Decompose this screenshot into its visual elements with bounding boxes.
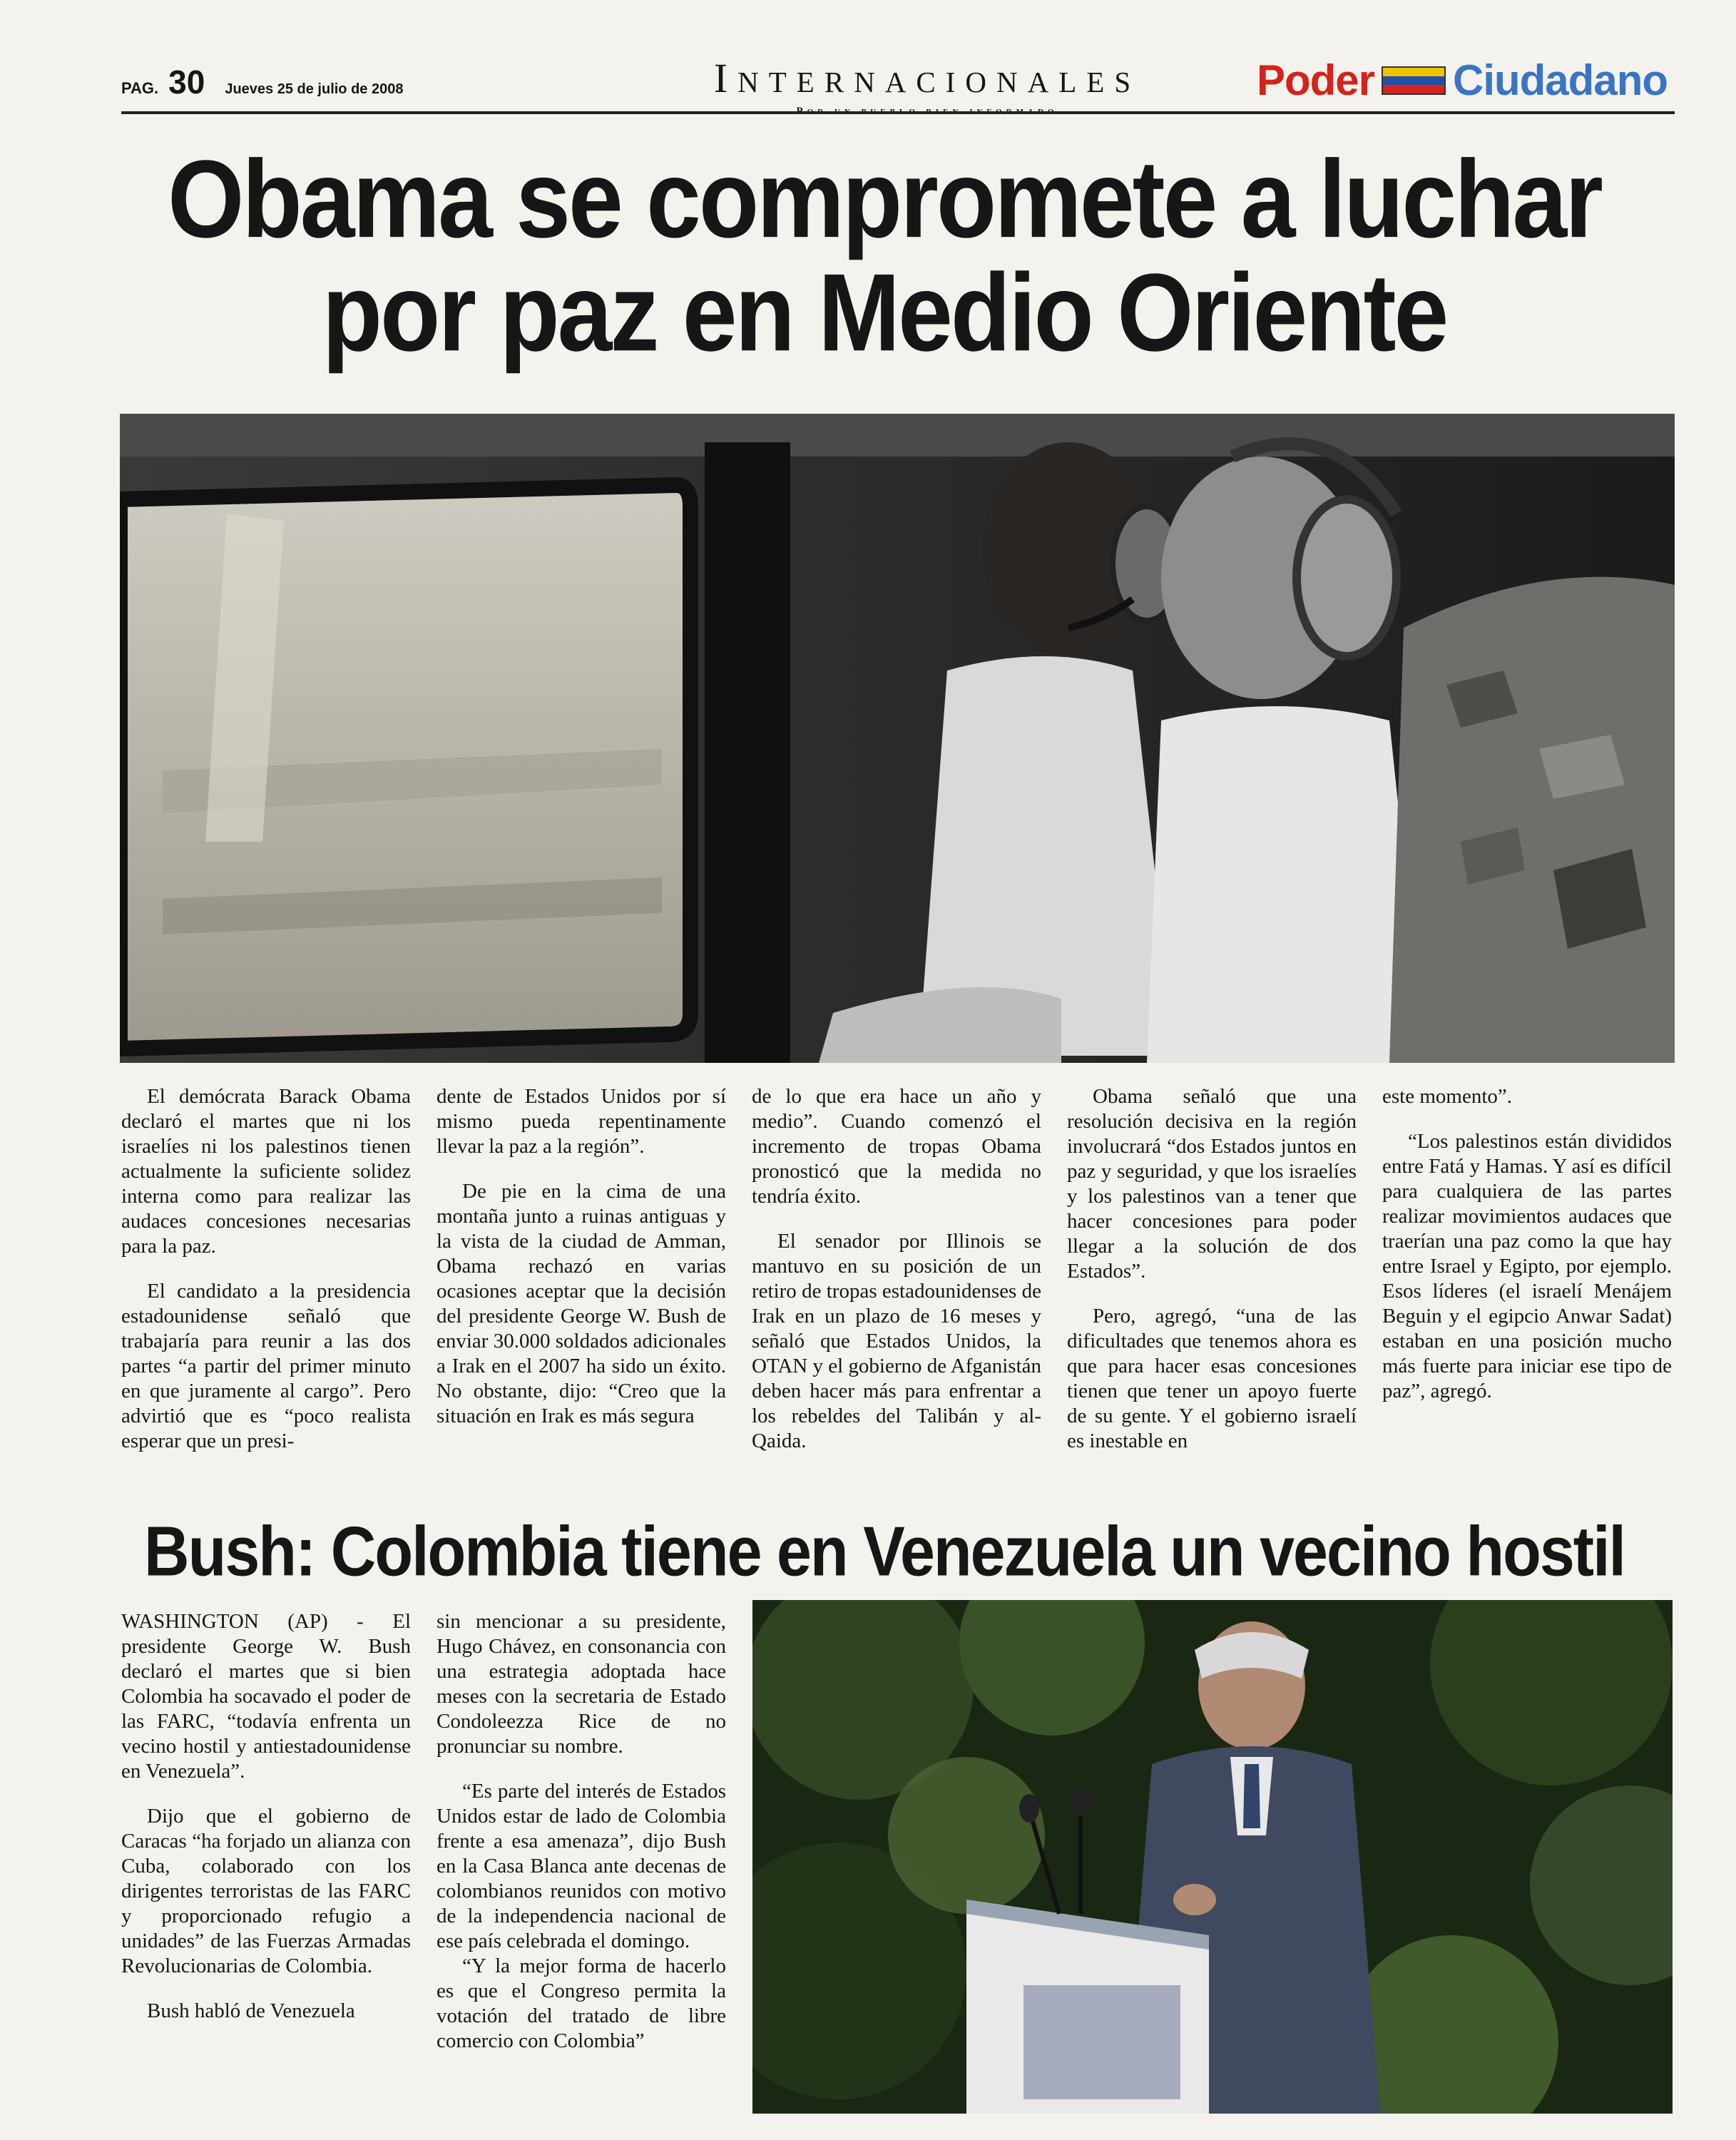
section-title: Internacionales [713, 55, 1141, 101]
flag-icon [1382, 66, 1446, 95]
page-number: 30 [168, 63, 205, 101]
headline-bush: Bush: Colombia tiene en Venezuela un vecino hostil [144, 1512, 1625, 1591]
header-rule [121, 111, 1675, 114]
brand-word-poder: Poder [1256, 56, 1374, 104]
paragraph: “Los palestinos están divididos entre Fatá y Hamas. Y así es difícil para cualquiera de las partes realizar movimientos audaces que traerían una paz como la que hay entre Israel y Egipto, por ejemplo. Esos líderes (el israelí Menájem Beguin y el egipcio Anwar Sadat) estaban en una posición mucho más fuerte para iniciar ese tipo de paz”, agregó. [1382, 1130, 1672, 1402]
article1-column-2 [436, 1084, 726, 1429]
issue-date: Jueves 25 de julio de 2008 [225, 81, 404, 97]
paragraph: Pero, agregó, “una de las dificultades que tenemos ahora es que para hacer esas concesiones tienen que tener un apoyo fuerte de su gente. Y el gobierno israelí es inestable en [1067, 1305, 1357, 1452]
article1-column-5 [1382, 1084, 1672, 1404]
paragraph: Dijo que el gobierno de Caracas “ha forjado un alianza con Cuba, colaborado con los dirigentes terroristas de las FARC y proporcionado refugio a unidades” de las Fuerzas Armadas Revolucionarias de Colombia. [121, 1805, 411, 1977]
headline-obama [86, 138, 1683, 374]
paragraph: sin mencionar a su presidente, Hugo Chávez, en consonancia con una estrategia adoptada hace meses con la secretaria de Estado Condoleezza Rice de no pronunciar su nombre. [436, 1610, 726, 1758]
paragraph: De pie en la cima de una montaña junto a ruinas antiguas y la vista de la ciudad de Amman, Obama rechazó en varias ocasiones aceptar que la decisión del presidente George W. Bush de enviar 30.000 soldados adicionales a Irak en el 2007 ha sido un éxito. No obstante, dijo: “Creo que la situación en Irak es más segura [436, 1180, 726, 1427]
headline-line-2: por paz en Medio Oriente [322, 251, 1447, 374]
bush-podium-photo [752, 1600, 1673, 2114]
section-heading [578, 56, 1277, 118]
article1-column-4 [1067, 1084, 1357, 1454]
paragraph: este momento”. [1382, 1085, 1513, 1108]
page-header [121, 56, 1675, 134]
paragraph: dente de Estados Unidos por sí mismo pueda repentinamente llevar la paz a la región”. [436, 1085, 726, 1158]
page-info [121, 63, 403, 101]
paragraph: “Y la mejor forma de hacerlo es que el Congreso permita la votación del tratado de libre comercio con Colombia” [436, 1955, 726, 2052]
brand-word-ciudadano: Ciudadano [1453, 56, 1668, 104]
page-label: PAG. [121, 79, 159, 97]
paragraph: El demócrata Barack Obama declaró el martes que ni los israelíes ni los palestinos tienen actualmente la suficiente solidez interna como para realizar las audaces concesiones necesarias para la paz. [121, 1085, 411, 1258]
paragraph: “Es parte del interés de Estados Unidos estar de lado de Colombia frente a esa amenaza”, dijo Bush en la Casa Blanca ante decenas de colombianos reunidos con motivo de la independencia nacional de ese país celebrada el domingo. [436, 1780, 726, 1952]
paragraph: El candidato a la presidencia estadounidense señaló que trabajaría para reunir a las dos partes “a partir del primer minuto en que juramente al cargo”. Pero advirtió que es “poco realista esperar que un presi- [121, 1280, 411, 1452]
paragraph: WASHINGTON (AP) - El presidente George W. Bush declaró el martes que si bien Colombia ha socavado el poder de las FARC, “todavía enfrenta un vecino hostil y antiestadounidense en Venezuela”. [121, 1610, 411, 1783]
helicopter-photo [120, 414, 1675, 1063]
paragraph: Bush habló de Venezuela [147, 1999, 355, 2022]
paragraph: Obama señaló que una resolución decisiva en la región involucrará “dos Estados juntos en paz y seguridad, y que los israelíes y los palestinos van a tener que hacer concesiones para poder llegar a la solución de dos Estados”. [1067, 1085, 1357, 1283]
article2-column-2 [436, 1609, 726, 2054]
headline-line-1: Obama se compromete a luchar [168, 138, 1601, 261]
paragraph: de lo que era hace un año y medio”. Cuando comenzó el incremento de tropas Obama pronosticó que la medida no tendría éxito. [752, 1085, 1041, 1208]
article1-column-1 [121, 1084, 411, 1454]
article1-column-3 [752, 1084, 1041, 1454]
brand-logo [1257, 56, 1668, 105]
article2-column-1 [121, 1609, 411, 2024]
paragraph: El senador por Illinois se mantuvo en su posición de un retiro de tropas estadounidenses de Irak en un plazo de 16 meses y señaló que Estados Unidos, la OTAN y el gobierno de Afganistán deben hacer más para enfrentar a los rebeldes del Talibán y al-Qaida. [752, 1230, 1041, 1452]
